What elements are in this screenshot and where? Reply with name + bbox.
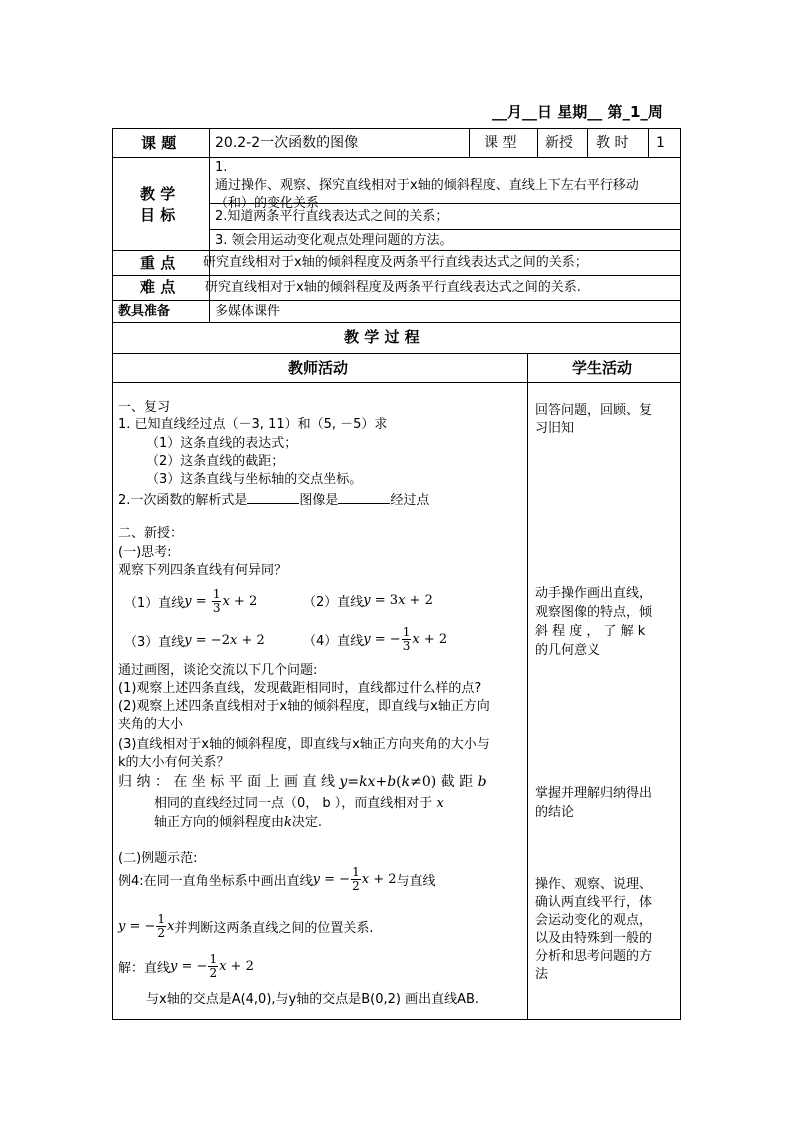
- hours-label: 教 时: [596, 135, 629, 151]
- discuss-2-cont: 夹角的大小: [118, 717, 184, 732]
- summary-line-2: 相同的直线经过同一点（0， b ），而直线相对于 x: [154, 796, 444, 811]
- goals-label: 教 学: [140, 185, 176, 203]
- goal-3-text: 3. 领会用运动变化观点处理问题的方法。: [215, 233, 453, 248]
- key-value: 研究直线相对于x轴的倾斜程度及两条平行直线表达式之间的关系；: [203, 255, 588, 270]
- question-1a: （1）这条直线的表达式；: [146, 436, 298, 451]
- difficulty-value: 研究直线相对于x轴的倾斜程度及两条平行直线表达式之间的关系.: [205, 280, 581, 295]
- example-title: (二)例题示范:: [118, 851, 198, 866]
- answer-blank: [247, 491, 299, 504]
- goals-label-2: 目 标: [140, 206, 176, 224]
- summary-line-1: 归 纳 ： 在 坐 标 平 面 上 画 直 线 y=kx+b(k≠0) 截 距 b: [118, 774, 487, 790]
- solution-line-2: 与x轴的交点是A(4,0),与y轴的交点是B(0,2) 画出直线AB.: [146, 992, 480, 1007]
- new-lesson-title: 二、新授：: [118, 526, 184, 541]
- question-1b: （2）这条直线的截距；: [146, 454, 285, 469]
- review-title: 一、复习: [118, 400, 171, 415]
- discuss-2: (2)观察上述四条直线相对于x轴的倾斜程度，即直线与x轴正方向: [118, 699, 490, 714]
- topic-label: 课 题: [141, 134, 177, 152]
- discuss-3-cont: k的大小有何关系？: [118, 755, 230, 770]
- question-1: 1. 已知直线经过点（－3, 11）和（5, －5）求: [118, 417, 388, 432]
- line-3-formula: （3）直线 y = −2 x + 2: [124, 632, 265, 650]
- line-4-formula: （4）直线 y = − $\frac{1}{3}$ x + 2: [303, 624, 448, 653]
- type-label: 课 型: [484, 135, 517, 151]
- tools-label: 教具准备: [118, 304, 171, 319]
- answer-blank: [338, 491, 390, 504]
- process-title: 教 学 过 程: [344, 328, 420, 346]
- student-activity-header: 学生活动: [572, 359, 633, 377]
- date-line: __月__日 星期__ 第_1_周: [492, 103, 663, 121]
- tools-value: 多媒体课件: [215, 304, 281, 319]
- discuss-intro: 通过画图，谈论交流以下几个问题:: [118, 663, 318, 678]
- type-value: 新授: [545, 135, 573, 151]
- goal-2-text: 2.知道两条平行直线表达式之间的关系；: [215, 209, 449, 224]
- question-1c: （3）这条直线与坐标轴的交点坐标。: [146, 472, 363, 487]
- discuss-1: (1)观察上述四条直线，发现截距相同时，直线都过什么样的点?: [118, 681, 482, 696]
- solution-line-1: 解：直线 y = − $\frac{1}{2}$ x + 2: [118, 951, 254, 980]
- summary-line-3: 轴正方向的倾斜程度由k决定.: [154, 815, 323, 830]
- discuss-3: (3)直线相对于x轴的倾斜程度，即直线与x轴正方向夹角的大小与: [118, 737, 490, 752]
- question-2: 2.一次函数的解析式是 图像是 经过点: [118, 493, 430, 508]
- line-2-formula: （2）直线 y = 3 x + 2: [303, 592, 433, 610]
- think-title: (一)思考:: [118, 545, 172, 560]
- teacher-activity-header: 教师活动: [288, 359, 349, 377]
- hours-value: 1: [656, 135, 665, 151]
- key-label: 重 点: [140, 254, 176, 272]
- goal-1-clipped-line: （和）的变化关系: [215, 196, 320, 211]
- student-activity-1: 回答问题，回顾、复 习旧知: [535, 403, 653, 436]
- line-1-formula: （1）直线 y = $\frac{1}{3}$ x + 2: [124, 586, 258, 615]
- example-4-line-1: 例4:在同一直角坐标系中画出直线 y = − $\frac{1}{2}$ x + 2 与直线: [118, 864, 436, 893]
- student-activity-4: 操作、观察、说理、 确认两直线平行，体 会运动变化的观点， 以及由特殊到一般的 分析和思考问题的方 法: [535, 877, 653, 982]
- example-4-line-2: y = − $\frac{1}{2}$ x 并判断这两条直线之间的位置关系.: [118, 911, 374, 940]
- observe-prompt: 观察下列四条直线有何异同？: [118, 563, 288, 578]
- student-activity-3: 掌握并理解归纳得出 的结论: [535, 786, 653, 820]
- topic-value: 20.2-2一次函数的图像: [215, 135, 359, 151]
- difficulty-label: 难 点: [140, 278, 176, 296]
- goal-1-number: 1.: [215, 160, 228, 175]
- goal-1-text: 通过操作、观察、探究直线相对于x轴的倾斜程度、直线上下左右平行移动: [215, 178, 639, 193]
- student-activity-2: 动手操作画出直线， 观察图像的特点，倾 斜 程 度 ， 了 解 k 的几何意义: [535, 586, 653, 658]
